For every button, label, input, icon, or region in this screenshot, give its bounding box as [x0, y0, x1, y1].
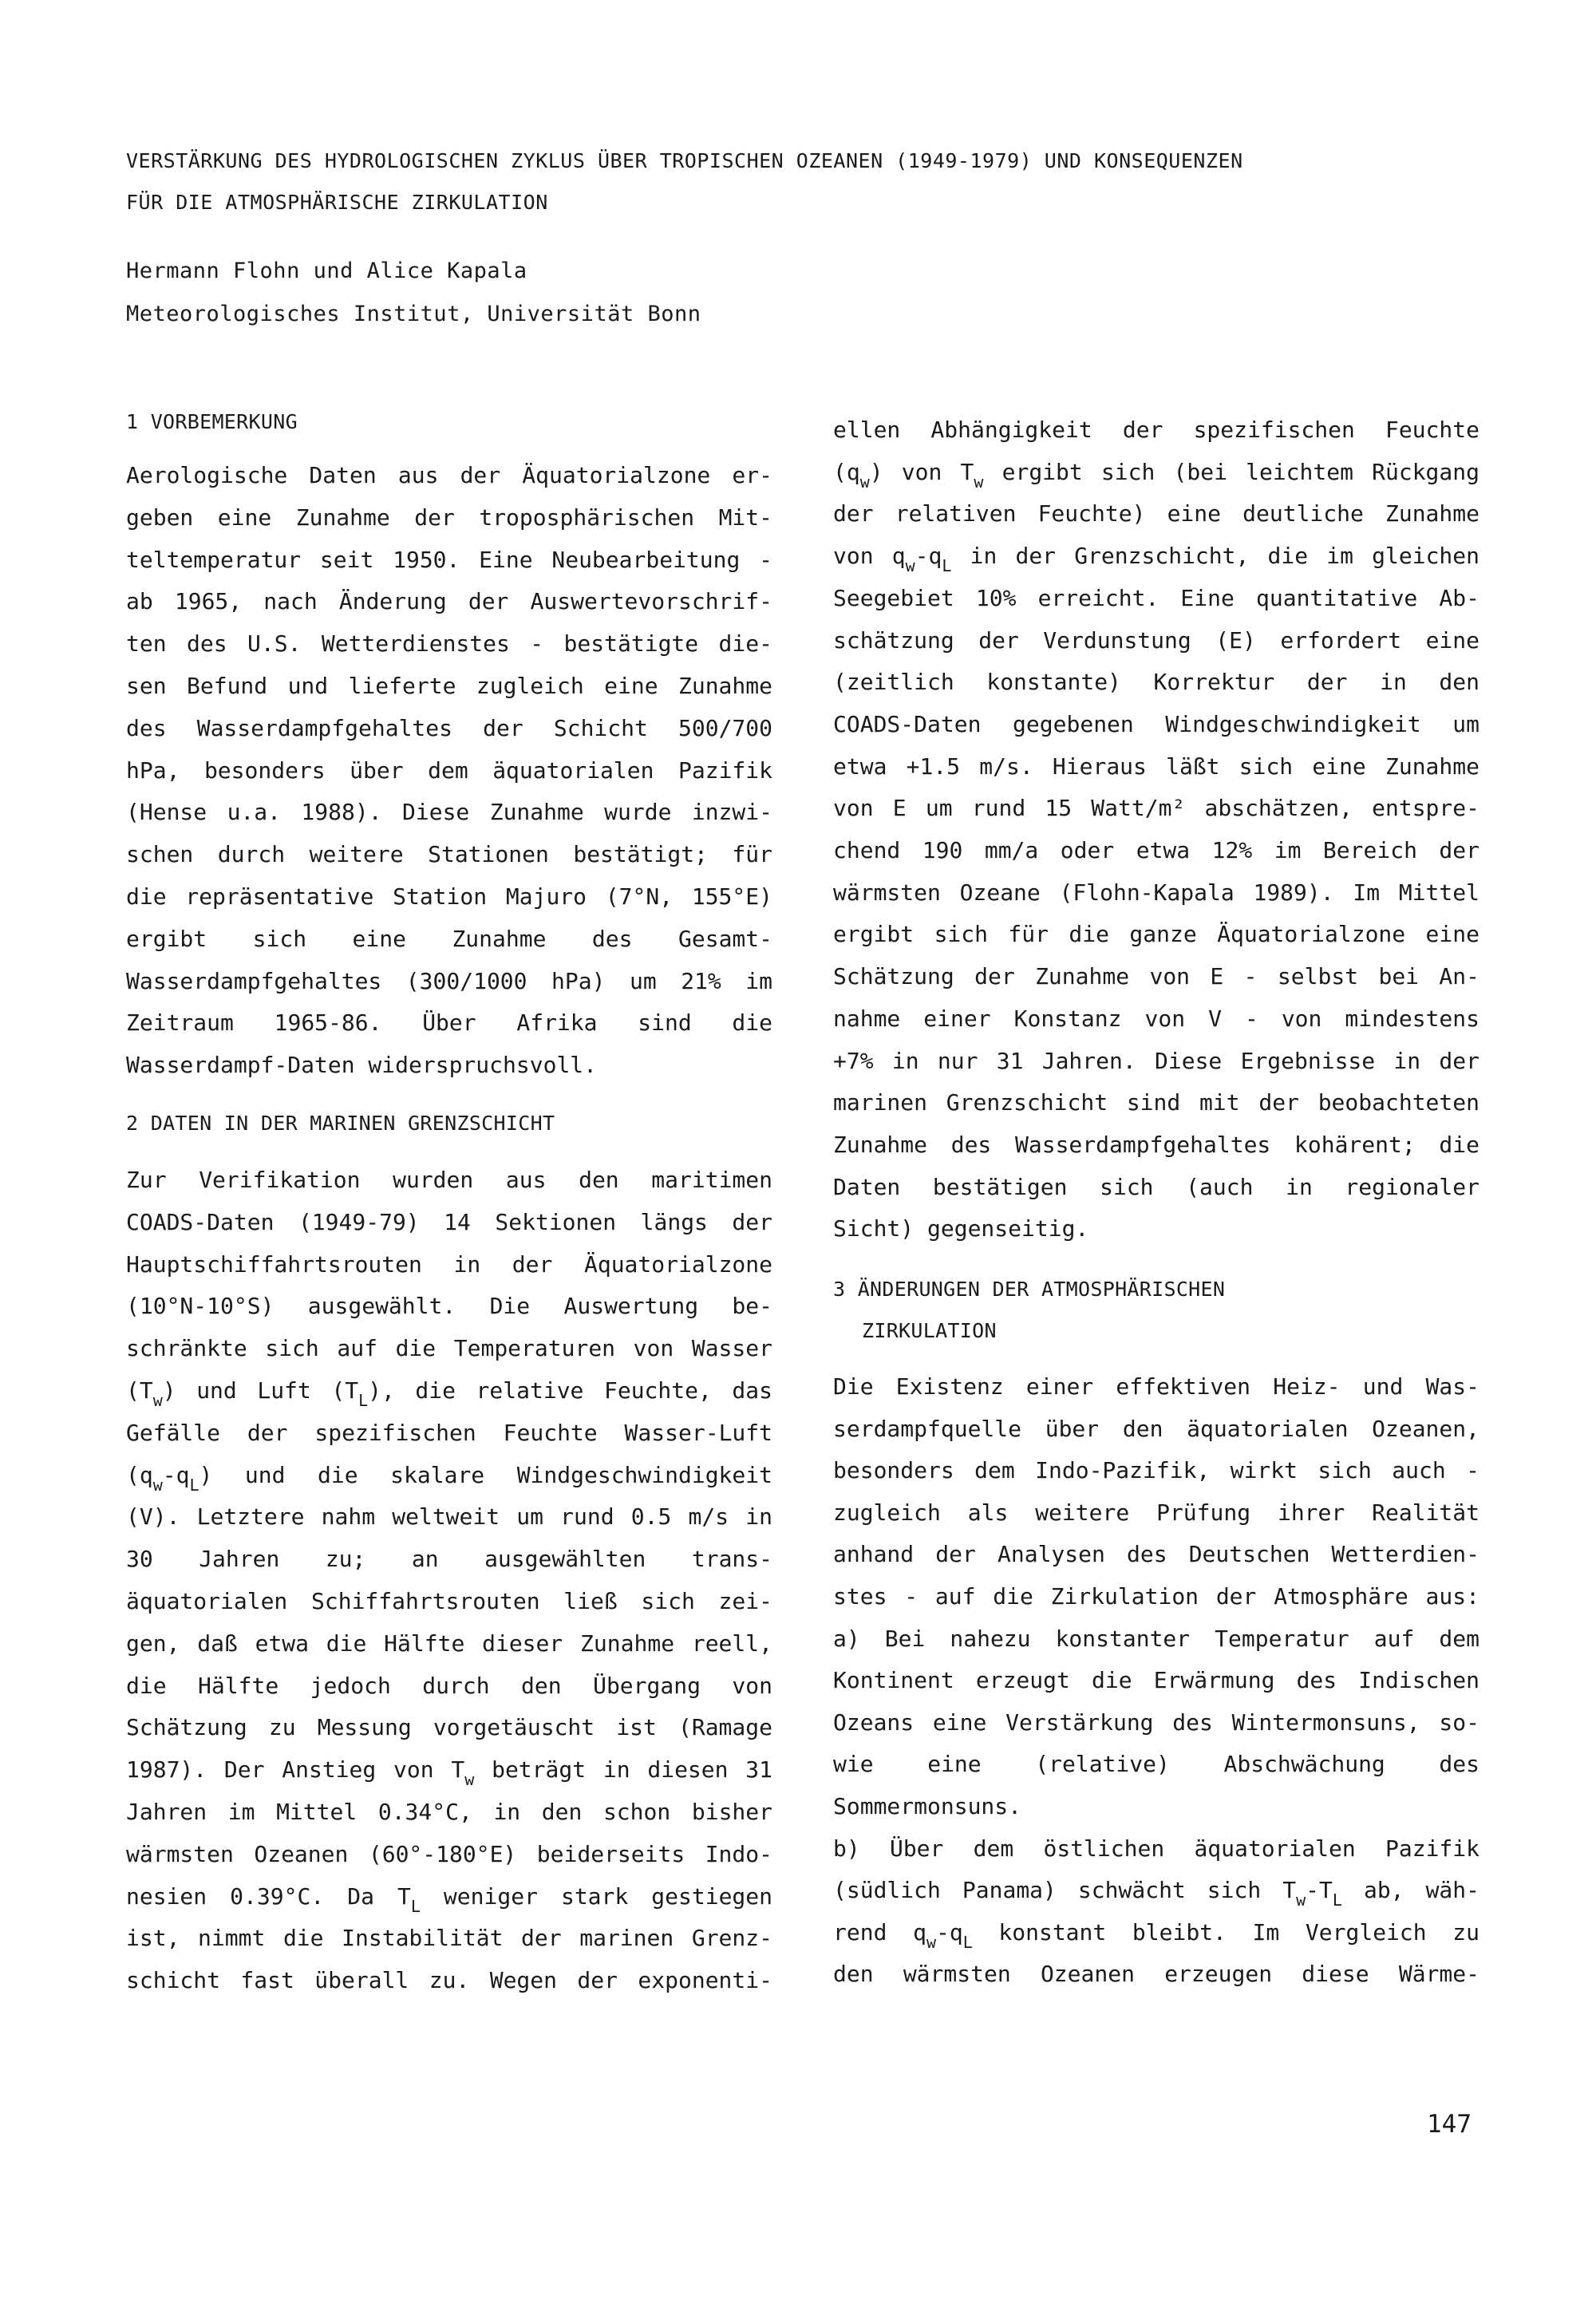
text-line: Sicht) gegenseitig.: [833, 1215, 1089, 1242]
text-line: Zunahme des Wasserdampfgehaltes kohärent; die: [833, 1131, 1479, 1158]
text-line: nesien 0.39°C. Da $T_L$ weniger stark gestiegen: [126, 1882, 773, 1916]
text-line: b) Über dem östlichen äquatorialen Pazifik: [833, 1835, 1479, 1862]
text-line: $(T_w)$ und Luft $(T_L)$, die relative Feuchte, das: [126, 1377, 772, 1410]
section-1-heading: 1 VORBEMERKUNG: [126, 410, 298, 433]
text-line: Schätzung der Zunahme von E - selbst bei An-: [833, 963, 1479, 990]
section-2-heading: 2 DATEN IN DER MARINEN GRENZSCHICHT: [126, 1112, 555, 1135]
text-line: des Wasserdampfgehaltes der Schicht 500/700: [126, 714, 772, 741]
text-line: ellen Abhängigkeit der spezifischen Feuchte: [833, 417, 1479, 443]
text-line: ergibt sich eine Zunahme des Gesamt-: [126, 925, 772, 952]
text-line: Sommermonsuns.: [833, 1793, 1022, 1819]
text-line: wie eine (relative) Abschwächung des: [833, 1751, 1479, 1778]
text-line: +7% in nur 31 Jahren. Diese Ergebnisse in der: [833, 1047, 1479, 1074]
text-line: Aerologische Daten aus der Äquatorialzone er-: [126, 462, 772, 488]
text-line: (Hense u.a. 1988). Diese Zunahme wurde inzwi-: [126, 799, 772, 826]
text-line: Hauptschiffahrtsrouten in der Äquatorialzone: [126, 1250, 772, 1278]
text-line: (V). Letztere nahm weltweit um rund 0.5 m/s in: [126, 1503, 772, 1531]
text-line: besonders dem Indo-Pazifik, wirkt sich auch -: [833, 1457, 1479, 1484]
text-line: schicht fast überall zu. Wegen der exponenti-: [126, 1967, 772, 1994]
text-line: Zur Verifikation wurden aus den maritimen: [126, 1167, 772, 1193]
text-line: Schätzung zu Messung vorgetäuscht ist (Ramage: [126, 1714, 772, 1741]
text-line: schränkte sich auf die Temperaturen von Wasser: [126, 1335, 772, 1362]
text-line: Daten bestätigen sich (auch in regionaler: [833, 1173, 1479, 1200]
text-line: 30 Jahren zu; an ausgewählten trans-: [126, 1546, 772, 1573]
text-line: etwa +1.5 m/s. Hieraus läßt sich eine Zunahme: [833, 753, 1479, 780]
text-line: sen Befund und lieferte zugleich eine Zunahme: [126, 673, 772, 699]
text-line: den wärmsten Ozeanen erzeugen diese Wärme-: [833, 1961, 1479, 1988]
text-line: schätzung der Verdunstung (E) erfordert eine: [833, 626, 1479, 654]
text-line: Seegebiet 10% erreicht. Eine quantitative Ab-: [833, 584, 1479, 611]
text-line: von $q_w-q_L$ in der Grenzschicht, die im gleichen: [833, 543, 1479, 576]
text-line: (zeitlich konstante) Korrektur der in den: [833, 669, 1479, 696]
text-line: geben eine Zunahme der troposphärischen Mit-: [126, 504, 772, 531]
text-line: der relativen Feuchte) eine deutliche Zunahme: [833, 500, 1479, 527]
text-line: COADS-Daten (1949-79) 14 Sektionen längs der: [126, 1208, 772, 1235]
text-line: (10°N-10°S) ausgewählt. Die Auswertung be-: [126, 1293, 772, 1320]
text-line: Wasserdampfgehaltes (300/1000 hPa) um 21% im: [126, 967, 772, 994]
text-line: wärmsten Ozeanen (60°-180°E) beiderseits Indo-: [126, 1840, 772, 1867]
text-line: Zeitraum 1965-86. Über Afrika sind die: [126, 1009, 772, 1037]
text-line: Jahren im Mittel 0.34°C, in den schon bisher: [126, 1799, 772, 1825]
text-line: (südlich Panama) schwächt sich $T_w-T_L$ ab, wäh-: [833, 1877, 1479, 1910]
text-line: 1987). Der Anstieg von $T_w$ beträgt in diesen 31: [126, 1756, 772, 1790]
text-line: Kontinent erzeugt die Erwärmung des Indischen: [833, 1667, 1479, 1694]
text-line: Gefälle der spezifischen Feuchte Wasser-Luft: [126, 1419, 772, 1446]
text-line: die repräsentative Station Majuro (7°N, 155°E): [126, 883, 772, 910]
paper-title-line-2: FÜR DIE ATMOSPHÄRISCHE ZIRKULATION: [126, 191, 548, 214]
paper-title-line-1: VERSTÄRKUNG DES HYDROLOGISCHEN ZYKLUS ÜBER TROPISCHEN OZEANEN (1949-1979) UND KONSEQUENZEN: [126, 149, 1243, 172]
text-line: ist, nimmt die Instabilität der marinen Grenz-: [126, 1925, 772, 1952]
text-line: hPa, besonders über dem äquatorialen Pazifik: [126, 757, 772, 784]
text-line: a) Bei nahezu konstanter Temperatur auf dem: [833, 1625, 1479, 1652]
text-line: ergibt sich für die ganze Äquatorialzone eine: [833, 921, 1479, 948]
text-line: anhand der Analysen des Deutschen Wetterdien-: [833, 1541, 1479, 1568]
text-line: Die Existenz einer effektiven Heiz- und Was-: [833, 1373, 1479, 1400]
section-3-heading: 3 ÄNDERUNGEN DER ATMOSPHÄRISCHEN: [833, 1278, 1226, 1301]
text-line: schen durch weitere Stationen bestätigt; für: [126, 841, 772, 868]
affiliation: Meteorologisches Institut, Universität Bonn: [126, 302, 701, 326]
text-line: teltemperatur seit 1950. Eine Neubearbeitung -: [126, 546, 772, 573]
page-number: 147: [1427, 2110, 1472, 2139]
text-line: COADS-Daten gegebenen Windgeschwindigkeit um: [833, 710, 1479, 737]
text-line: ab 1965, nach Änderung der Auswertevorschrif-: [126, 588, 772, 615]
text-line: wärmsten Ozeane (Flohn-Kapala 1989). Im Mittel: [833, 879, 1479, 906]
text-line: äquatorialen Schiffahrtsrouten ließ sich zei-: [126, 1588, 772, 1614]
text-line: Ozeans eine Verstärkung des Wintermonsuns, so-: [833, 1709, 1479, 1736]
text-line: Wasserdampf-Daten widerspruchsvoll.: [126, 1052, 598, 1079]
text-line: die Hälfte jedoch durch den Übergang von: [126, 1672, 772, 1699]
text-line: nahme einer Konstanz von V - von mindestens: [833, 1005, 1479, 1032]
text-line: serdampfquelle über den äquatorialen Ozeanen,: [833, 1415, 1479, 1442]
text-line: stes - auf die Zirkulation der Atmosphäre aus:: [833, 1583, 1479, 1610]
section-3-heading-line-2: ZIRKULATION: [862, 1319, 997, 1342]
text-line: von E um rund 15 Watt/m² abschätzen, entspre-: [833, 795, 1479, 822]
text-line: rend $q_w-q_L$ konstant bleibt. Im Vergleich zu: [833, 1918, 1479, 1952]
text-line: $(q_w)$ von $T_w$ ergibt sich (bei leichtem Rückgang: [833, 458, 1479, 492]
text-line: marinen Grenzschicht sind mit der beobachteten: [833, 1089, 1479, 1116]
text-line: gen, daß etwa die Hälfte dieser Zunahme reell,: [126, 1630, 772, 1657]
text-line: chend 190 mm/a oder etwa 12% im Bereich der: [833, 837, 1479, 863]
text-line: ten des U.S. Wetterdienstes - bestätigte die-: [126, 630, 772, 658]
text-line: $(q_w-q_L)$ und die skalare Windgeschwindigkeit: [126, 1461, 772, 1495]
text-line: zugleich als weitere Prüfung ihrer Realität: [833, 1499, 1479, 1526]
authors: Hermann Flohn und Alice Kapala: [126, 259, 527, 283]
